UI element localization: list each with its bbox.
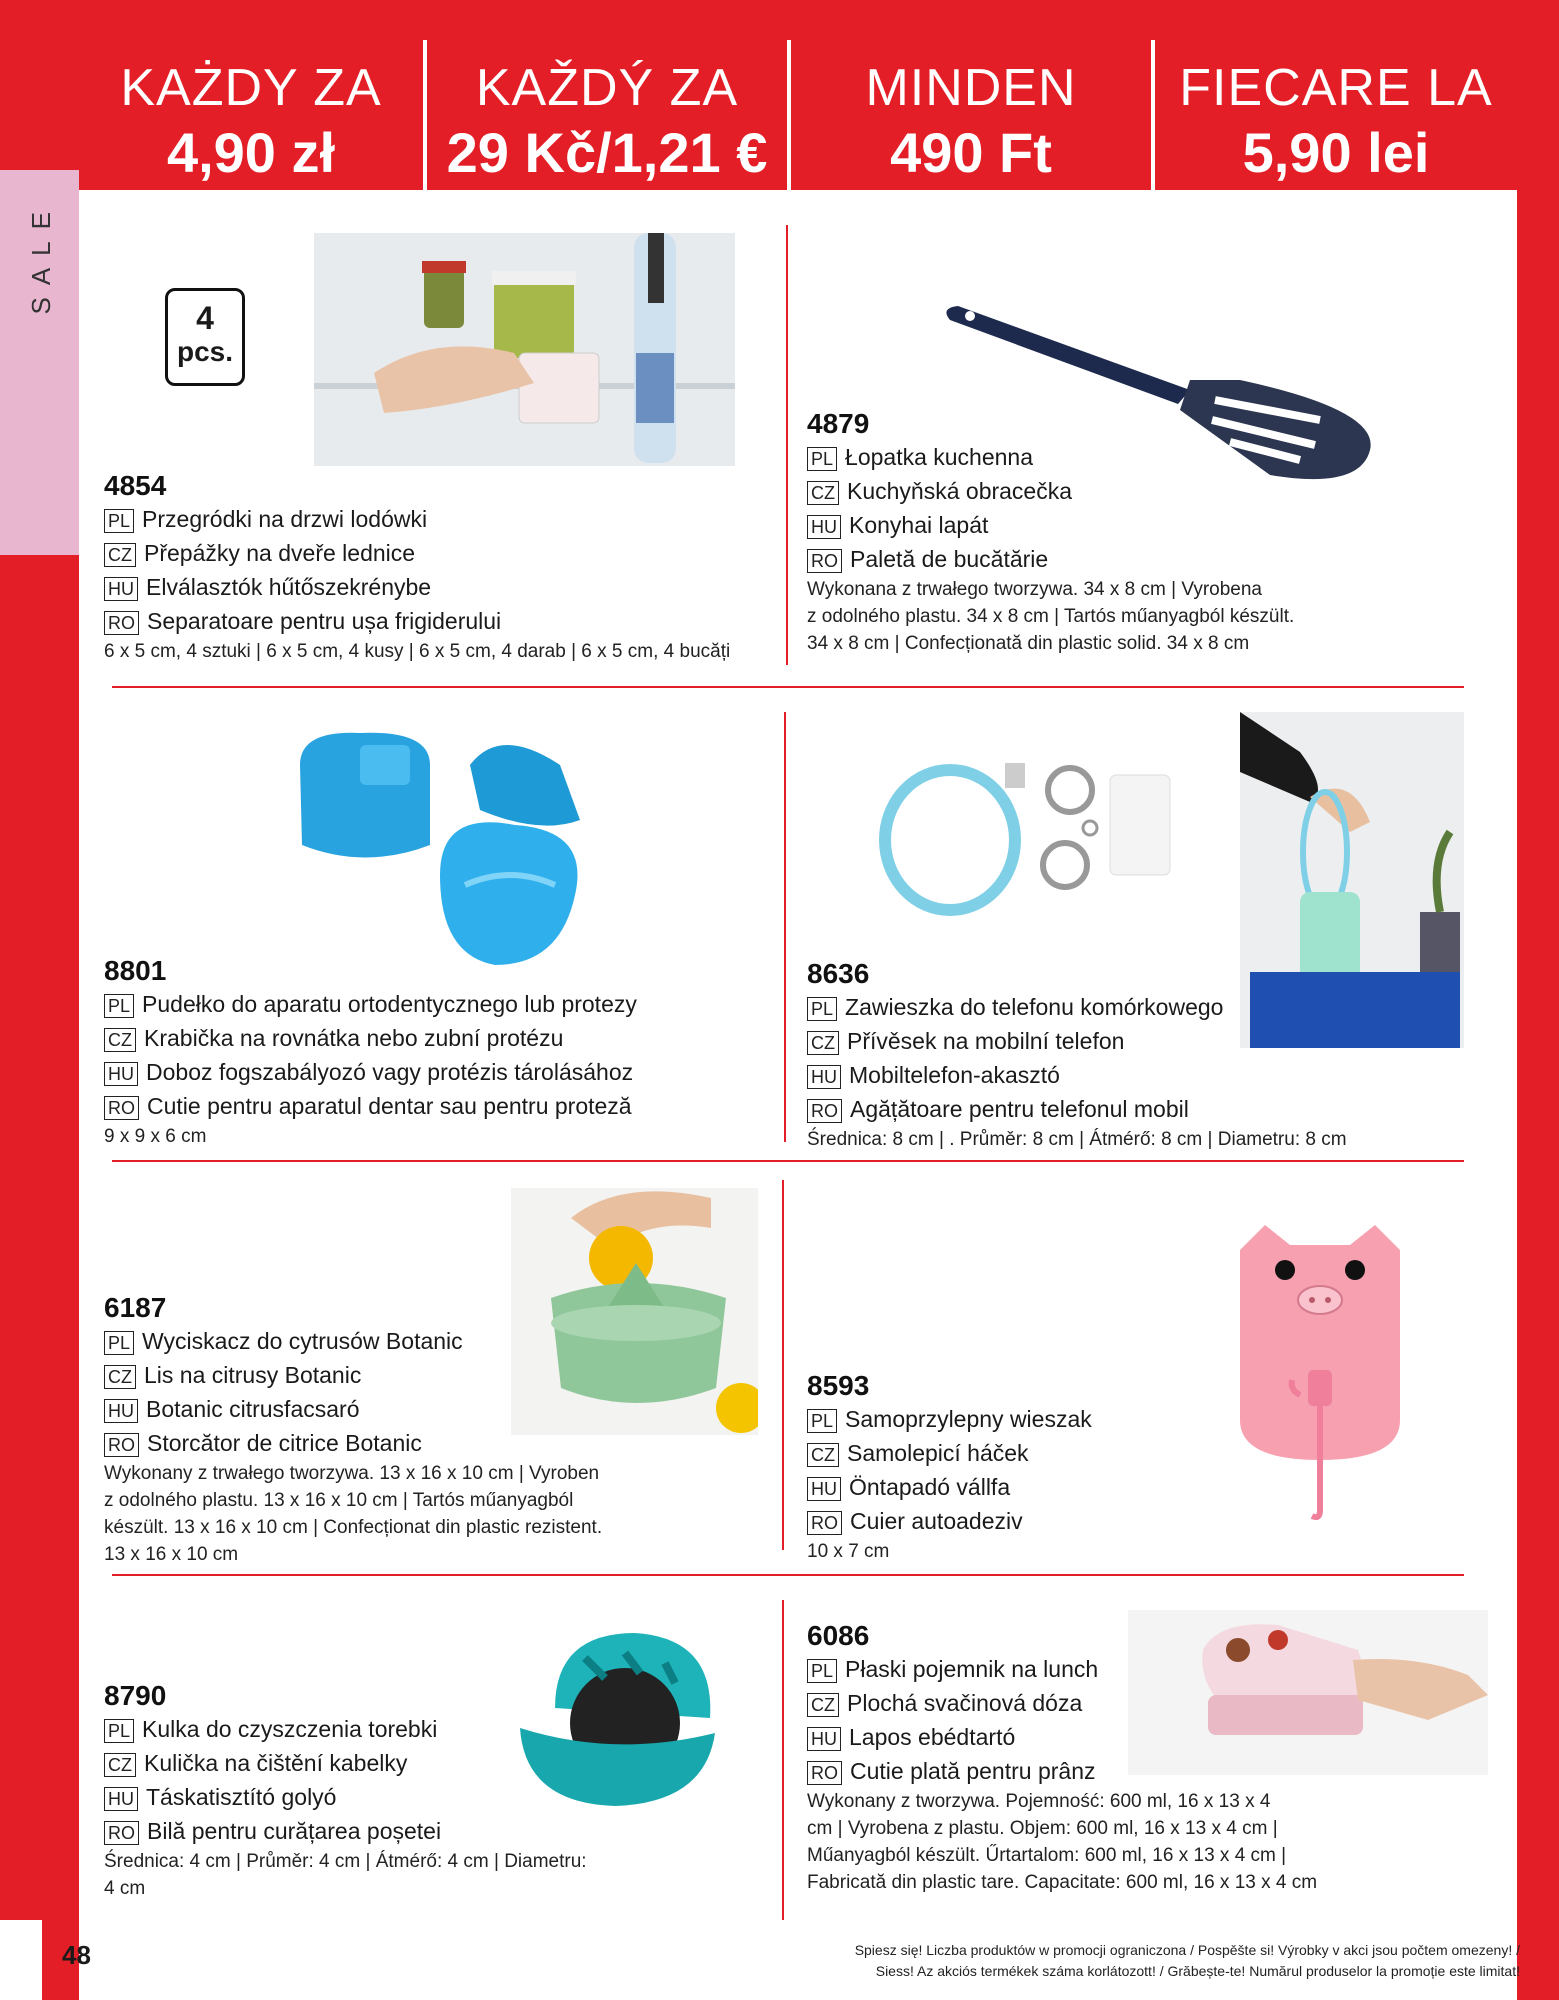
name-ro bbox=[807, 1092, 1457, 1126]
lang-tag: RO bbox=[104, 1433, 139, 1457]
fridge-photo bbox=[314, 233, 735, 466]
denture-box-illustration bbox=[290, 725, 590, 970]
name-cz bbox=[807, 1436, 1207, 1470]
footer-line: Siess! Az akciós termékek száma korlátozott! / Grăbește-te! Numărul produselor la promoție este limitat! bbox=[875, 1963, 1520, 1979]
phone-strap-image bbox=[875, 745, 1175, 925]
pig-hanger-image bbox=[1230, 1220, 1410, 1525]
column-divider bbox=[782, 1180, 784, 1550]
quantity-badge bbox=[165, 288, 245, 386]
lang-tag: CZ bbox=[104, 543, 136, 567]
price-label: MINDEN bbox=[865, 59, 1077, 117]
fridge-illustration bbox=[314, 233, 735, 466]
name-text: Cutie plată pentru prânz bbox=[850, 1758, 1096, 1784]
name-ro bbox=[104, 1814, 624, 1848]
price-box-cz bbox=[427, 40, 791, 190]
product-code: 8636 bbox=[807, 958, 870, 989]
lang-tag: PL bbox=[104, 994, 134, 1018]
lang-tag: PL bbox=[807, 1409, 837, 1433]
column-divider bbox=[784, 712, 786, 1142]
price-value: 29 Kč/1,21 € bbox=[446, 121, 768, 184]
lang-tag: HU bbox=[807, 515, 841, 539]
price-value: 5,90 lei bbox=[1242, 121, 1430, 184]
price-value: 490 Ft bbox=[890, 121, 1052, 184]
column-divider bbox=[786, 225, 788, 665]
name-text: Přívěsek na mobilní telefon bbox=[847, 1028, 1125, 1054]
page-number: 48 bbox=[62, 1940, 91, 1970]
lang-tag: CZ bbox=[807, 1693, 839, 1717]
lang-tag: PL bbox=[807, 447, 837, 471]
product-code: 8593 bbox=[807, 1370, 870, 1401]
product-description-line: Fabricată din plastic tare. Capacitate: 600 ml, 16 x 13 x 4 cm bbox=[807, 1872, 1318, 1893]
name-hu bbox=[807, 1470, 1207, 1504]
name-text: Bilă pentru curățarea poșetei bbox=[147, 1818, 442, 1844]
product-dimensions: 10 x 7 cm bbox=[807, 1541, 890, 1562]
product-8790 bbox=[104, 1680, 624, 1902]
denture-box-image bbox=[290, 725, 590, 970]
name-cz bbox=[104, 1021, 774, 1055]
product-8593 bbox=[807, 1370, 1207, 1565]
product-description-line: Műanyagból készült. Űrtartalom: 600 ml, 16 x 13 x 4 cm | bbox=[807, 1845, 1287, 1866]
product-dimensions: Średnica: 8 cm | . Průměr: 8 cm | Átmérő: 8 cm | Diametru: 8 cm bbox=[807, 1129, 1347, 1150]
lang-tag: PL bbox=[104, 1331, 134, 1355]
lang-tag: PL bbox=[807, 997, 837, 1021]
lang-tag: RO bbox=[104, 611, 139, 635]
lang-tag: HU bbox=[104, 1399, 138, 1423]
product-code: 4854 bbox=[104, 470, 167, 501]
name-text: Płaski pojemnik na lunch bbox=[845, 1656, 1099, 1682]
price-label: FIECARE LA bbox=[1179, 59, 1493, 117]
row-divider bbox=[112, 686, 1464, 688]
name-text: Zawieszka do telefonu komórkowego bbox=[845, 994, 1224, 1020]
name-text: Öntapadó vállfa bbox=[849, 1474, 1011, 1500]
name-cz bbox=[104, 536, 764, 570]
name-pl bbox=[104, 1712, 624, 1746]
product-code: 6187 bbox=[104, 1292, 167, 1323]
product-description-line: Średnica: 4 cm | Průměr: 4 cm | Átmérő: 4 cm | Diametru: bbox=[104, 1851, 587, 1872]
name-text: Cuier autoadeziv bbox=[850, 1508, 1023, 1534]
lang-tag: CZ bbox=[104, 1753, 136, 1777]
lang-tag: HU bbox=[807, 1727, 841, 1751]
name-text: Wyciskacz do cytrusów Botanic bbox=[142, 1328, 463, 1354]
product-description-line: 34 x 8 cm | Confecționată din plastic solid. 34 x 8 cm bbox=[807, 633, 1250, 654]
name-ro bbox=[104, 1089, 774, 1123]
price-label: KAŽDÝ ZA bbox=[475, 59, 739, 117]
lang-tag: HU bbox=[104, 577, 138, 601]
name-text: Botanic citrusfacsaró bbox=[146, 1396, 360, 1422]
name-pl bbox=[104, 502, 764, 536]
price-box-hu bbox=[791, 40, 1155, 190]
name-text: Táskatisztító golyó bbox=[146, 1784, 337, 1810]
name-ro bbox=[807, 542, 1447, 576]
price-box-pl bbox=[79, 40, 427, 190]
product-description-line: 13 x 16 x 10 cm bbox=[104, 1544, 239, 1565]
product-8801 bbox=[104, 955, 774, 1150]
product-description-line: Wykonana z trwałego tworzywa. 34 x 8 cm | Vyrobena bbox=[807, 579, 1262, 600]
name-ro bbox=[104, 1426, 744, 1460]
name-text: Paletă de bucătărie bbox=[850, 546, 1049, 572]
name-pl bbox=[104, 987, 774, 1021]
name-pl bbox=[104, 1324, 744, 1358]
product-description-line: cm | Vyrobena z plastu. Objem: 600 ml, 16 x 13 x 4 cm | bbox=[807, 1818, 1278, 1839]
product-4854 bbox=[104, 470, 764, 665]
lang-tag: PL bbox=[104, 1719, 134, 1743]
name-hu bbox=[104, 1055, 774, 1089]
lang-tag: HU bbox=[104, 1062, 138, 1086]
name-text: Mobiltelefon-akasztó bbox=[849, 1062, 1060, 1088]
name-cz bbox=[104, 1358, 744, 1392]
name-cz bbox=[807, 1686, 1457, 1720]
name-text: Samolepicí háček bbox=[847, 1440, 1029, 1466]
lang-tag: CZ bbox=[104, 1365, 136, 1389]
name-ro bbox=[807, 1504, 1207, 1538]
sale-tab-label: SALE bbox=[26, 200, 56, 315]
product-description-line: Wykonany z tworzywa. Pojemność: 600 ml, 16 x 13 x 4 bbox=[807, 1791, 1271, 1812]
product-code: 8801 bbox=[104, 955, 167, 986]
phone-strap-illustration bbox=[875, 745, 1175, 925]
name-text: Samoprzylepny wieszak bbox=[845, 1406, 1092, 1432]
footer-line: Spiesz się! Liczba produktów w promocji ograniczona / Pospěšte si! Výrobky v akci jsou počtem omezeny! / bbox=[854, 1942, 1520, 1958]
product-description-line: készült. 13 x 16 x 10 cm | Confecționat din plastic rezistent. bbox=[104, 1517, 603, 1538]
name-text: Kulička na čištění kabelky bbox=[144, 1750, 408, 1776]
lang-tag: PL bbox=[104, 509, 134, 533]
name-text: Elválasztók hűtőszekrénybe bbox=[146, 574, 432, 600]
name-text: Krabička na rovnátka nebo zubní protézu bbox=[144, 1025, 564, 1051]
lang-tag: RO bbox=[104, 1096, 139, 1120]
name-hu bbox=[104, 570, 764, 604]
product-code: 8790 bbox=[104, 1680, 167, 1711]
price-label: KAŻDY ZA bbox=[120, 59, 382, 117]
name-hu bbox=[104, 1392, 744, 1426]
name-text: Przegródki na drzwi lodówki bbox=[142, 506, 428, 532]
name-hu bbox=[104, 1780, 624, 1814]
price-box-ro bbox=[1155, 40, 1517, 190]
column-divider bbox=[782, 1600, 784, 1920]
right-red-border bbox=[1517, 0, 1559, 2000]
lang-tag: CZ bbox=[807, 1031, 839, 1055]
product-6086 bbox=[807, 1620, 1457, 1896]
lang-tag: RO bbox=[807, 549, 842, 573]
name-pl bbox=[807, 1402, 1207, 1436]
name-text: Konyhai lapát bbox=[849, 512, 989, 538]
name-text: Separatoare pentru ușa frigiderului bbox=[147, 608, 502, 634]
pig-hanger-illustration bbox=[1230, 1220, 1410, 1525]
name-text: Łopatka kuchenna bbox=[845, 444, 1034, 470]
lang-tag: RO bbox=[807, 1511, 842, 1535]
lang-tag: HU bbox=[104, 1787, 138, 1811]
price-value: 4,90 zł bbox=[166, 121, 336, 184]
lang-tag: CZ bbox=[807, 1443, 839, 1467]
name-text: Lapos ebédtartó bbox=[849, 1724, 1016, 1750]
lang-tag: CZ bbox=[807, 481, 839, 505]
lang-tag: HU bbox=[807, 1065, 841, 1089]
name-pl bbox=[807, 990, 1457, 1024]
row-divider bbox=[112, 1574, 1464, 1576]
lang-tag: PL bbox=[807, 1659, 837, 1683]
lang-tag: CZ bbox=[104, 1028, 136, 1052]
product-4879 bbox=[807, 408, 1447, 657]
name-text: Storcător de citrice Botanic bbox=[147, 1430, 422, 1456]
lang-tag: RO bbox=[807, 1099, 842, 1123]
top-red-border bbox=[0, 0, 1559, 40]
product-dimensions: 9 x 9 x 6 cm bbox=[104, 1126, 207, 1147]
name-text: Cutie pentru aparatul dentar sau pentru proteză bbox=[147, 1093, 632, 1119]
name-text: Doboz fogszabályozó vagy protézis tárolásához bbox=[146, 1059, 634, 1085]
name-text: Pudełko do aparatu ortodentycznego lub protezy bbox=[142, 991, 637, 1017]
name-pl bbox=[807, 440, 1447, 474]
product-description-line: Wykonany z trwałego tworzywa. 13 x 16 x 10 cm | Vyroben bbox=[104, 1463, 600, 1484]
product-6187 bbox=[104, 1292, 744, 1568]
footer-disclaimer bbox=[700, 1940, 1520, 1982]
badge-count: 4 bbox=[196, 300, 214, 336]
product-code: 6086 bbox=[807, 1620, 870, 1651]
product-8636 bbox=[807, 958, 1457, 1153]
product-description-line: z odolného plastu. 34 x 8 cm | Tartós műanyagból készült. bbox=[807, 606, 1295, 627]
row-divider bbox=[112, 1160, 1464, 1162]
name-hu bbox=[807, 508, 1447, 542]
name-text: Plochá svačinová dóza bbox=[847, 1690, 1083, 1716]
name-ro bbox=[807, 1754, 1457, 1788]
name-cz bbox=[807, 1024, 1457, 1058]
name-text: Kuchyňská obracečka bbox=[847, 478, 1073, 504]
badge-unit: pcs. bbox=[176, 336, 234, 367]
lang-tag: RO bbox=[807, 1761, 842, 1785]
product-description-line: 4 cm bbox=[104, 1878, 146, 1899]
product-description-line: z odolného plastu. 13 x 16 x 10 cm | Tartós műanyagból bbox=[104, 1490, 574, 1511]
name-ro bbox=[104, 604, 764, 638]
name-text: Přepážky na dveře lednice bbox=[144, 540, 416, 566]
name-hu bbox=[807, 1058, 1457, 1092]
name-text: Kulka do czyszczenia torebki bbox=[142, 1716, 438, 1742]
name-cz bbox=[104, 1746, 624, 1780]
lang-tag: RO bbox=[104, 1821, 139, 1845]
name-hu bbox=[807, 1720, 1457, 1754]
name-pl bbox=[807, 1652, 1457, 1686]
name-text: Agățătoare pentru telefonul mobil bbox=[850, 1096, 1189, 1122]
product-dimensions: 6 x 5 cm, 4 sztuki | 6 x 5 cm, 4 kusy | 6 x 5 cm, 4 darab | 6 x 5 cm, 4 bucăți bbox=[104, 641, 731, 662]
product-code: 4879 bbox=[807, 408, 870, 439]
sale-tab bbox=[0, 170, 79, 555]
page-corner bbox=[0, 1920, 42, 2000]
lang-tag: HU bbox=[807, 1477, 841, 1501]
name-cz bbox=[807, 474, 1447, 508]
name-text: Lis na citrusy Botanic bbox=[144, 1362, 362, 1388]
